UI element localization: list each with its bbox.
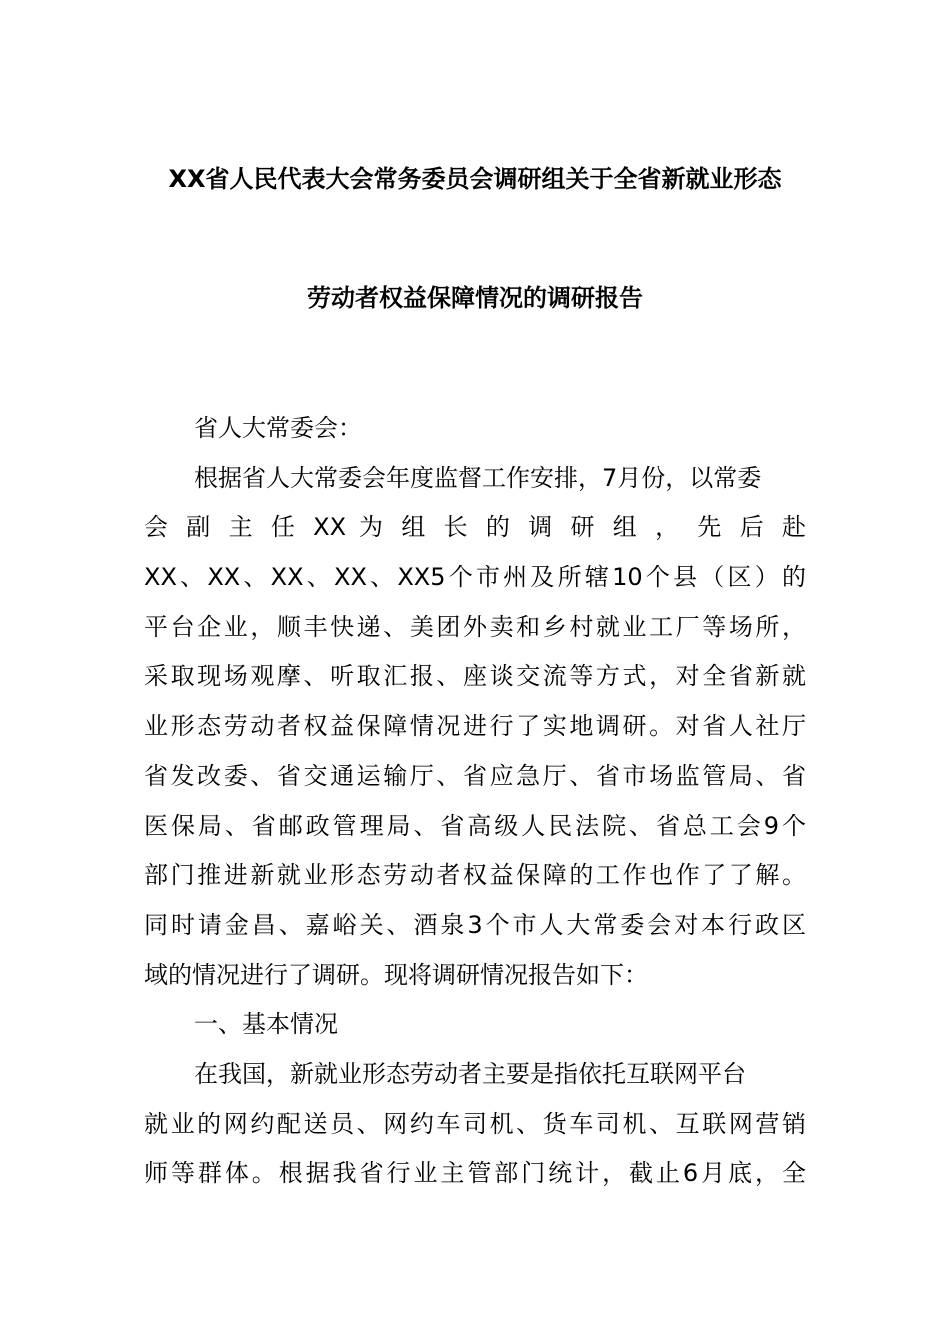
body-line: XX、XX、XX、XX、XX5个市州及所辖10个县（区）的 [144, 563, 806, 592]
body-line: 师等群体。根据我省行业主管部门统计，截止6月底，全 [144, 1159, 806, 1188]
document-title-line-1: XX省人民代表大会常务委员会调研组关于全省新就业形态 [168, 165, 782, 193]
section-heading: 一、基本情况 [194, 1010, 338, 1039]
body-line: 同时请金昌、嘉峪关、酒泉3个市人大常委会对本行政区 [144, 910, 806, 939]
body-line: 业形态劳动者权益保障情况进行了实地调研。对省人社厅 [144, 712, 806, 741]
body-line: 在我国，新就业形态劳动者主要是指依托互联网平台 [194, 1059, 746, 1088]
document-body [144, 404, 806, 1199]
body-line: 会 副 主 任 XX 为 组 长 的 调 研 组 ， 先 后 赴 [144, 513, 806, 542]
document-title-line-2: 劳动者权益保障情况的调研报告 [307, 284, 643, 312]
salutation: 省人大常委会： [194, 414, 362, 442]
body-line: 部门推进新就业形态劳动者权益保障的工作也作了了解。 [144, 861, 806, 890]
body-line: 域的情况进行了调研。现将调研情况报告如下： [144, 960, 648, 989]
body-line: 就业的网约配送员、网约车司机、货车司机、互联网营销 [144, 1109, 806, 1138]
body-line: 采取现场观摩、听取汇报、座谈交流等方式，对全省新就 [144, 662, 806, 691]
body-line: 省发改委、省交通运输厅、省应急厅、省市场监管局、省 [144, 761, 806, 790]
body-line: 医保局、省邮政管理局、省高级人民法院、省总工会9个 [144, 811, 806, 840]
body-line: 平台企业，顺丰快递、美团外卖和乡村就业工厂等场所， [144, 612, 806, 641]
body-line: 根据省人大常委会年度监督工作安排，7月份，以常委 [194, 463, 762, 492]
